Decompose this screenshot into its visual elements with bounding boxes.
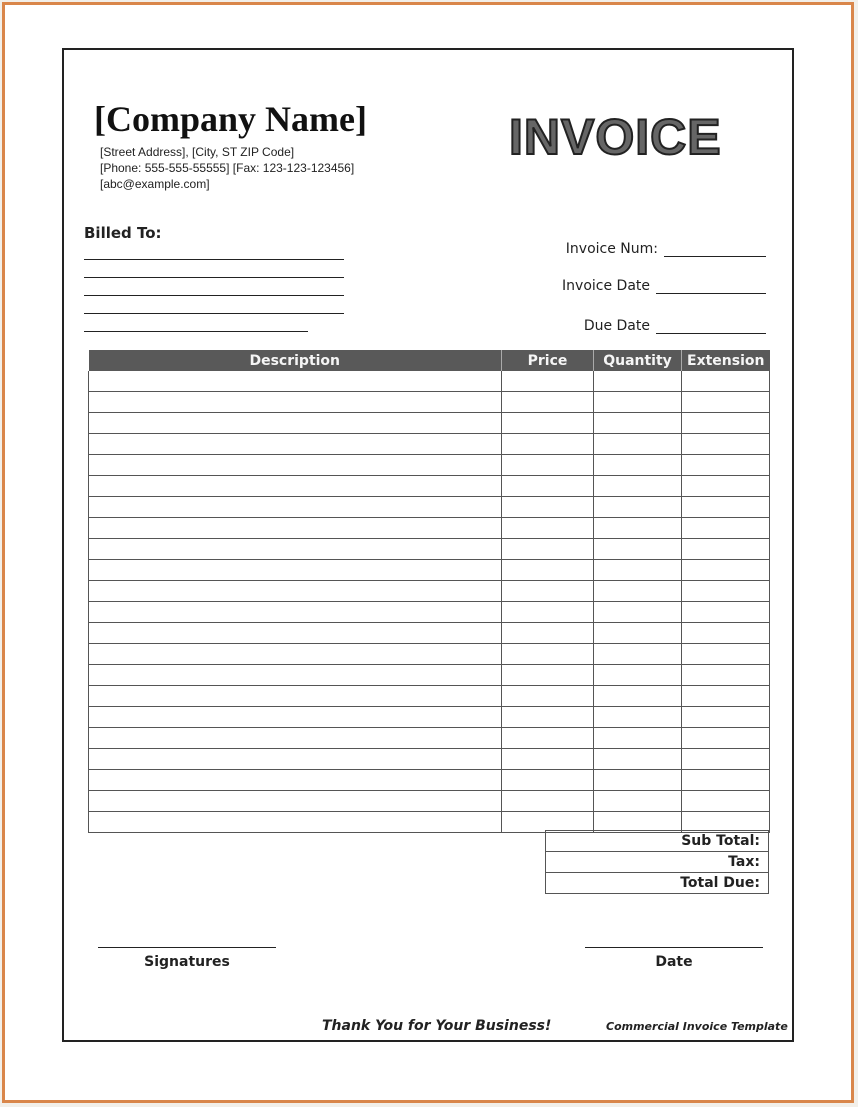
table-cell[interactable]: [594, 707, 682, 728]
table-row: [89, 560, 770, 581]
table-cell[interactable]: [594, 770, 682, 791]
line-items-body: [89, 371, 770, 833]
signatures-label: Signatures: [144, 954, 230, 970]
table-cell[interactable]: [502, 476, 594, 497]
company-name: [Company Name]: [94, 99, 367, 139]
table-cell[interactable]: [682, 497, 770, 518]
table-cell[interactable]: [89, 707, 502, 728]
invoice-num-field: [664, 242, 766, 257]
table-cell[interactable]: [682, 686, 770, 707]
invoice-date-field: [656, 279, 766, 294]
table-cell[interactable]: [502, 644, 594, 665]
table-cell[interactable]: [594, 518, 682, 539]
table-cell[interactable]: [502, 665, 594, 686]
table-cell[interactable]: [594, 728, 682, 749]
template-name: Commercial Invoice Template: [606, 1020, 788, 1033]
column-header-quantity: Quantity: [594, 350, 682, 371]
due-date-label: Due Date: [583, 318, 650, 334]
table-header-row: [89, 350, 770, 371]
line-items-table: [88, 350, 770, 833]
table-cell[interactable]: [89, 791, 502, 812]
company-address: [Street Address], [City, ST ZIP Code]: [100, 145, 295, 159]
table-cell[interactable]: [89, 539, 502, 560]
table-row: [89, 665, 770, 686]
table-cell[interactable]: [502, 434, 594, 455]
table-row: [89, 476, 770, 497]
table-cell[interactable]: [502, 581, 594, 602]
totals-table: [545, 830, 769, 894]
table-cell[interactable]: [594, 371, 682, 392]
column-header-description: Description: [89, 350, 502, 371]
table-row: [89, 623, 770, 644]
date-label: Date: [655, 954, 693, 970]
table-cell[interactable]: [682, 623, 770, 644]
table-row: [89, 455, 770, 476]
table-cell[interactable]: [89, 392, 502, 413]
table-cell[interactable]: [682, 392, 770, 413]
date-line: [585, 947, 763, 948]
table-cell[interactable]: [502, 686, 594, 707]
invoice-date-label: Invoice Date: [562, 278, 650, 294]
table-cell[interactable]: [502, 497, 594, 518]
table-cell[interactable]: [502, 602, 594, 623]
table-row: [89, 497, 770, 518]
invoice-title: INVOICE: [509, 109, 722, 165]
table-cell[interactable]: [89, 812, 502, 833]
table-cell[interactable]: [594, 560, 682, 581]
table-cell[interactable]: [89, 644, 502, 665]
table-cell[interactable]: [594, 581, 682, 602]
table-cell[interactable]: [682, 644, 770, 665]
table-cell[interactable]: [502, 413, 594, 434]
table-row: [89, 413, 770, 434]
table-cell[interactable]: [89, 518, 502, 539]
table-cell[interactable]: [502, 455, 594, 476]
table-cell[interactable]: [594, 392, 682, 413]
table-cell[interactable]: [89, 434, 502, 455]
table-row: [89, 749, 770, 770]
table-cell[interactable]: [89, 749, 502, 770]
tax-row: [546, 852, 769, 873]
signature-line: [98, 947, 276, 948]
table-cell[interactable]: [682, 413, 770, 434]
table-cell[interactable]: [682, 707, 770, 728]
table-row: [89, 518, 770, 539]
table-cell[interactable]: [682, 728, 770, 749]
table-cell[interactable]: [594, 413, 682, 434]
billed-to-label: Billed To:: [84, 224, 162, 242]
invoice-num-label: Invoice Num:: [565, 241, 658, 257]
table-cell[interactable]: [682, 791, 770, 812]
table-cell[interactable]: [502, 623, 594, 644]
total-due-row: [546, 873, 769, 894]
table-cell[interactable]: [682, 560, 770, 581]
table-cell[interactable]: [502, 770, 594, 791]
table-cell[interactable]: [89, 455, 502, 476]
table-cell[interactable]: [502, 392, 594, 413]
invoice-sheet: [62, 48, 794, 1042]
table-cell[interactable]: [89, 686, 502, 707]
table-cell[interactable]: [682, 539, 770, 560]
table-cell[interactable]: [594, 791, 682, 812]
table-cell[interactable]: [502, 707, 594, 728]
table-cell[interactable]: [682, 665, 770, 686]
table-cell[interactable]: [594, 665, 682, 686]
sub-total-label: Sub Total:: [546, 831, 769, 852]
table-cell[interactable]: [89, 413, 502, 434]
table-cell[interactable]: [89, 371, 502, 392]
table-cell[interactable]: [502, 560, 594, 581]
table-cell[interactable]: [89, 728, 502, 749]
table-cell[interactable]: [682, 476, 770, 497]
billed-to-line: [84, 277, 344, 278]
table-cell[interactable]: [502, 539, 594, 560]
table-row: [89, 434, 770, 455]
table-cell[interactable]: [594, 455, 682, 476]
table-cell[interactable]: [594, 602, 682, 623]
table-cell[interactable]: [594, 644, 682, 665]
table-cell[interactable]: [502, 749, 594, 770]
table-row: [89, 644, 770, 665]
table-cell[interactable]: [594, 749, 682, 770]
table-cell[interactable]: [594, 476, 682, 497]
table-cell[interactable]: [682, 770, 770, 791]
due-date-field: [656, 319, 766, 334]
table-cell[interactable]: [682, 749, 770, 770]
invoice-num-row: [566, 241, 766, 257]
table-row: [89, 791, 770, 812]
table-cell[interactable]: [682, 371, 770, 392]
table-cell[interactable]: [682, 518, 770, 539]
table-cell[interactable]: [682, 434, 770, 455]
table-cell[interactable]: [594, 497, 682, 518]
table-cell[interactable]: [89, 560, 502, 581]
billed-to-line: [84, 313, 344, 314]
table-cell[interactable]: [89, 476, 502, 497]
table-row: [89, 707, 770, 728]
table-row: [89, 602, 770, 623]
table-row: [89, 371, 770, 392]
table-cell[interactable]: [89, 602, 502, 623]
sub-total-row: [546, 831, 769, 852]
table-cell[interactable]: [594, 539, 682, 560]
table-row: [89, 770, 770, 791]
table-cell[interactable]: [594, 434, 682, 455]
table-row: [89, 728, 770, 749]
table-row: [89, 539, 770, 560]
billed-to-line: [84, 331, 308, 332]
company-phone-fax: [Phone: 555-555-55555] [Fax: 123-123-123456]: [100, 161, 355, 175]
table-cell[interactable]: [89, 497, 502, 518]
table-cell[interactable]: [89, 665, 502, 686]
tax-label: Tax:: [546, 852, 769, 873]
invoice-date-row: [562, 278, 766, 294]
table-row: [89, 392, 770, 413]
table-cell[interactable]: [502, 518, 594, 539]
table-cell[interactable]: [682, 455, 770, 476]
table-cell[interactable]: [502, 371, 594, 392]
due-date-row: [584, 318, 766, 334]
table-cell[interactable]: [89, 581, 502, 602]
billed-to-line: [84, 295, 344, 296]
table-cell[interactable]: [682, 602, 770, 623]
table-cell[interactable]: [594, 686, 682, 707]
column-header-price: Price: [502, 350, 594, 371]
table-cell[interactable]: [682, 581, 770, 602]
company-email: [abc@example.com]: [100, 177, 210, 191]
table-cell[interactable]: [89, 623, 502, 644]
total-due-label: Total Due:: [546, 873, 769, 894]
table-cell[interactable]: [594, 623, 682, 644]
billed-to-line: [84, 259, 344, 260]
table-row: [89, 581, 770, 602]
column-header-extension: Extension: [682, 350, 770, 371]
table-cell[interactable]: [502, 728, 594, 749]
table-cell[interactable]: [89, 770, 502, 791]
thank-you-note: Thank You for Your Business!: [322, 1018, 552, 1034]
table-cell[interactable]: [502, 791, 594, 812]
table-row: [89, 686, 770, 707]
